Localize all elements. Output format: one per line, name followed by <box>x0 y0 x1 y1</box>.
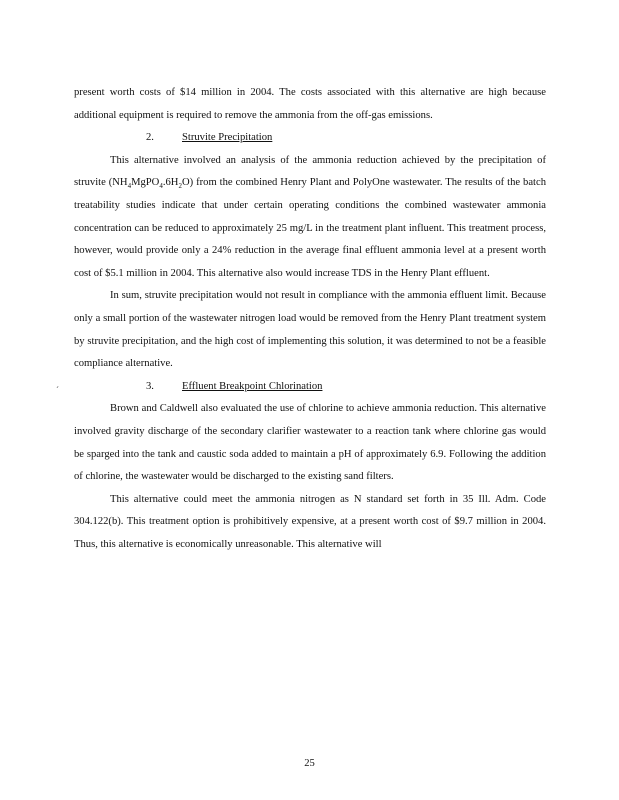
paragraph-5: This alternative could meet the ammonia nitrogen as N standard set forth in 35 Ill. Adm. Code 304.122(b). This treatment option is prohibitively expensive, at a present worth cost of $9.7 million in 2004. Thus, this alternative is economically unreasonable. This alternative will <box>74 493 546 550</box>
section-number: 3. <box>146 380 154 392</box>
paragraph-1: present worth costs of $14 million in 2004. The costs associated with this alternative are high because additional equipment is required to remove the ammonia from the off-gas emissions. <box>74 87 546 121</box>
section-number: 2. <box>146 132 154 144</box>
margin-tick-mark: ˊ <box>56 385 59 395</box>
section-heading-2 <box>74 127 546 150</box>
page-number: 25 <box>304 758 315 769</box>
document-body <box>74 82 546 556</box>
paragraph-2: This alternative involved an analysis of the ammonia reduction achieved by the precipitation of struvite $(NH_4MgPO_4.6H_2O)$ from the combined Henry Plant and PolyOne wastewater. The results of the batch treatability studies indicate that under certain operating conditions the combined wastewater ammonia concentration can be reduced to approximately 25 mg/L in the treatment plant influent. This treatment process, however, would provide only a 24% reduction in the average final effluent ammonia level at a present worth cost of $5.1 million in 2004. This alternative also would increase TDS in the Henry Plant effluent. <box>74 154 546 279</box>
paragraph-4: Brown and Caldwell also evaluated the use of chlorine to achieve ammonia reduction. This alternative involved gravity discharge of the secondary clarifier wastewater to a reaction tank where chlorine gas would be sparged into the tank and caustic soda added to maintain a pH of approximately 6.9. Following the addition of chlorine, the wastewater would be discharged to the existing sand filters. <box>74 403 546 483</box>
section-heading-3 <box>74 376 546 399</box>
section-title: Effluent Breakpoint Chlorination <box>182 380 323 392</box>
section-title: Struvite Precipitation <box>182 132 273 144</box>
paragraph-3: In sum, struvite precipitation would not result in compliance with the ammonia effluent limit. Because only a small portion of the wastewater nitrogen load would be removed from the Henry Plant treatment system by struvite precipitation, and the high cost of implementing this solution, it was determined to not be a feasible compliance alternative. <box>74 290 546 370</box>
